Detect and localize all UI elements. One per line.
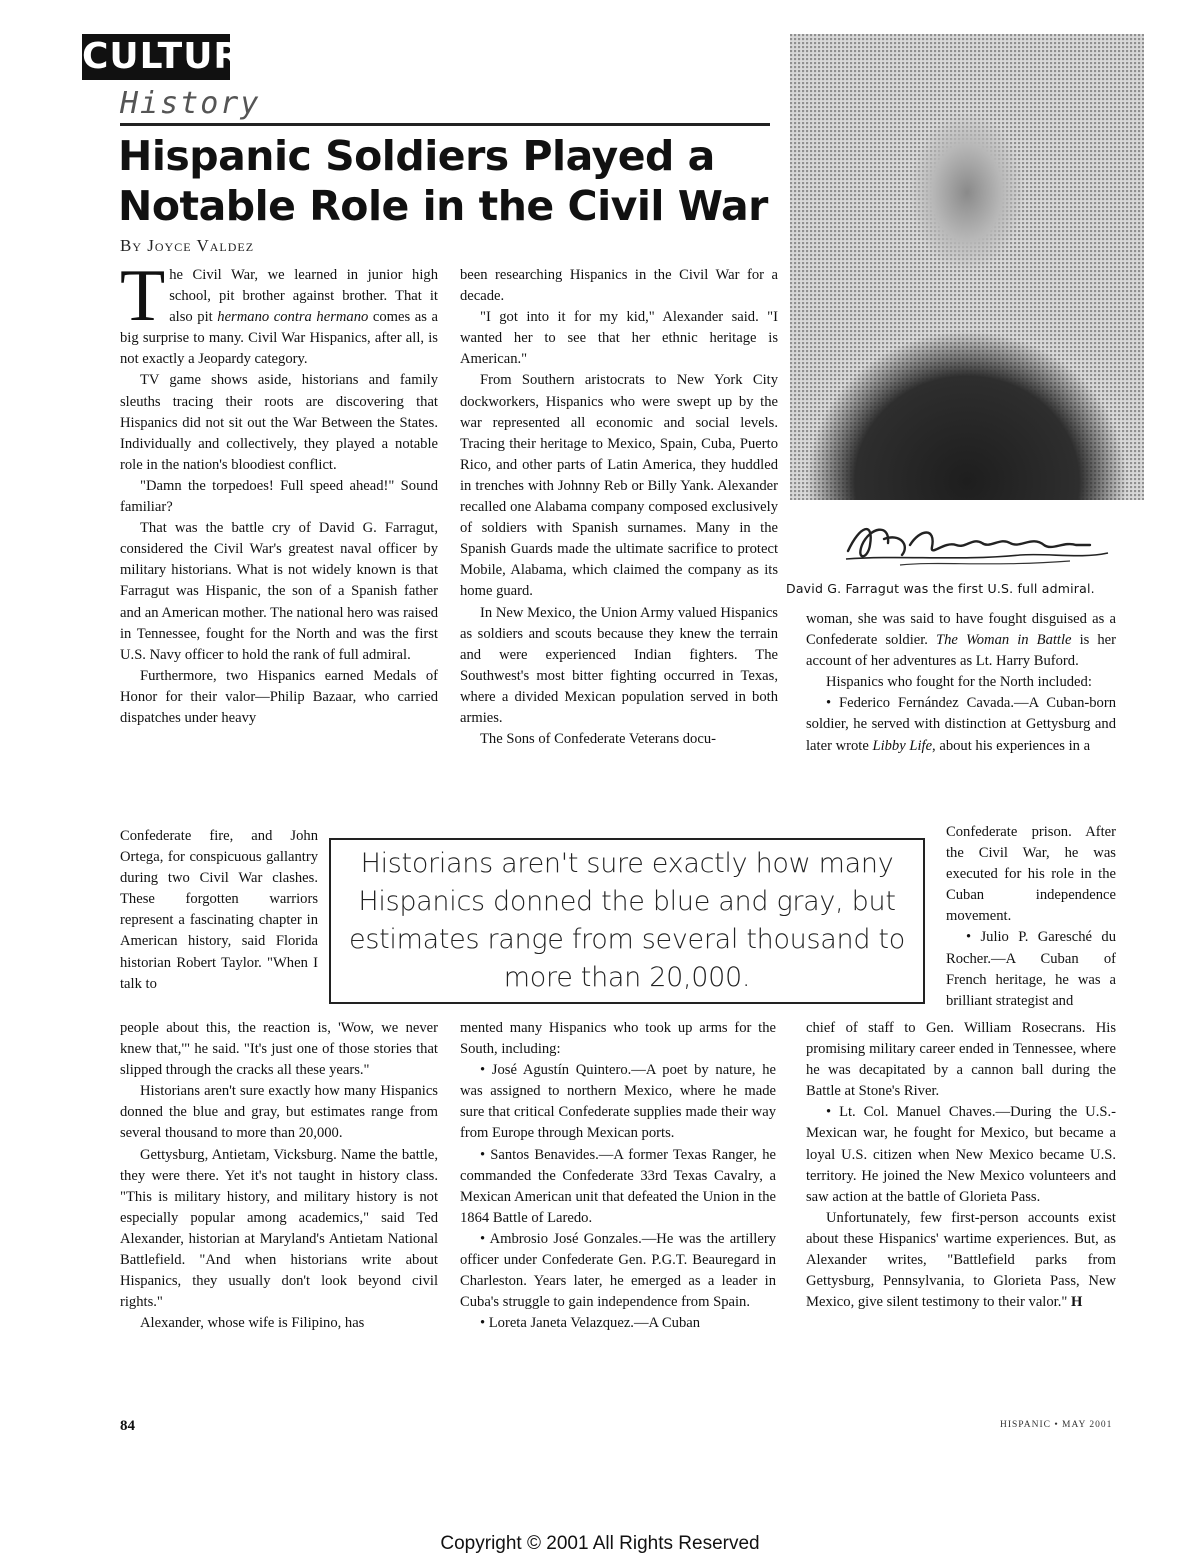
column-1-bottom [120,1018,438,1334]
paragraph [120,255,438,370]
text: comes as a big surprise to many. Civil War Hispanics, after all, is not exactly a Jeopardy category. [120,309,438,368]
paragraph: Historians aren't sure exactly how many Hispanics donned the blue and gray, but estimates range from several thousand to more than 20,000. [120,1083,438,1142]
paragraph: • Santos Benavides.—A former Texas Ranger, he commanded the Confederate 33rd Texas Cavalry, a Mexican American unit that defeated the Union in the 1864 Battle of Laredo. [460,1146,776,1226]
section-masthead: CULTURA [82,34,230,80]
paragraph: chief of staff to Gen. William Rosecrans. His promising military career ended in Tennessee, where he was decapitated by a cannon ball during the Battle at Stone's River. [806,1020,1116,1100]
byline: By Joyce Valdez [120,236,255,255]
paragraph: That was the battle cry of David G. Farragut, considered the Civil War's greatest naval officer by military historians. What is not widely known is that Farragut was Hispanic, the son of a Spanish father and an American mother. The national hero was raised in Tennessee, fought for the North and was the first U.S. Navy officer to hold the rank of full admiral. [120,520,438,663]
photo-caption: David G. Farragut was the first U.S. full admiral. [786,581,1095,596]
page-number: 84 [120,1418,135,1434]
paragraph: • José Agustín Quintero.—A poet by nature, he was assigned to northern Mexico, where he made sure that critical Confederate supplies made their way from Europe through Mexican ports. [460,1062,776,1142]
italic-phrase: hermano contra hermano [217,309,369,326]
column-1-wrap [120,826,318,995]
paragraph: Hispanics who fought for the North included: [826,674,1092,691]
text: , about his experiences in a [932,737,1091,754]
signature-image [840,515,1120,571]
paragraph: • Julio P. Garesché du Rocher.—A Cuban of French heritage, he was a brilliant strategist and [946,929,1116,1009]
paragraph: From Southern aristocrats to New York City dockworkers, Hispanics who were swept up by the war represented all economic and social levels. Tracing their heritage to Mexico, Spain, Cuba, Puerto Rico, and other parts of Latin America, they huddled in trenches with Johnny Reb or Billy Yank. Alexander recalled one Alabama company composed exclusively of soldiers with Spanish surnames. Many in the Spanish Guards made the ultimate sacrifice to protect Mobile, Alabama, which claimed the company as its home guard. [460,372,778,600]
text: Unfortunately, few first-person accounts exist about these Hispanics' wartime experiences. But, as Alexander writes, "Battlefield parks from Gettysburg, Pennsylvania, to Glorieta Pass, New Mexico, give silent testimony to their valor." [806,1209,1116,1311]
paragraph: Alexander, whose wife is Filipino, has [140,1315,365,1332]
pull-quote [329,838,925,1004]
book-title: Libby Life [872,737,933,754]
pull-quote-text: Historians aren't sure exactly how many Hispanics donned the blue and gray, but estimates range from several thousand to more than 20,000. [349,848,905,993]
paragraph [806,1208,1116,1313]
section-kicker: History [120,86,261,121]
paragraph: Confederate prison. After the Civil War, he was executed for his role in the Cuban independence movement. [946,824,1116,925]
article-headline: Hispanic Soldiers Played a Notable Role in the Civil War [118,132,768,230]
paragraph [806,609,1116,672]
paragraph: The Sons of Confederate Veterans docu- [480,731,716,748]
text: is her account of her adventures as Lt. Harry Buford. [806,632,1116,670]
paragraph: been researching Hispanics in the Civil War for a decade. [460,267,778,305]
copyright-notice: Copyright © 2001 All Rights Reserved [440,1533,760,1554]
column-3-top [806,609,1116,757]
paragraph: • Loreta Janeta Velazquez.—A Cuban [480,1315,701,1332]
paragraph: mented many Hispanics who took up arms for the South, including: [460,1020,776,1058]
column-2-top [460,265,778,750]
issue-footer: HISPANIC • MAY 2001 [1000,1420,1113,1430]
portrait-photo [790,34,1144,500]
end-mark: H [1067,1294,1083,1311]
drop-cap: T [120,255,166,337]
paragraph: Confederate fire, and John Ortega, for conspicuous gallantry during two Civil War clashes. These forgotten warriors represent a fascinating chapter in American history, said Florida historian Robert Taylor. "When I talk to [120,828,318,992]
text: woman, she was said to have fought disguised as a Confederate soldier. [806,611,1116,649]
paragraph: "I got into it for my kid," Alexander said. "I wanted her to see that her ethnic heritage is American." [460,309,778,368]
paragraph [806,693,1116,756]
column-3-bottom [806,1018,1116,1313]
paragraph: • Ambrosio José Gonzales.—He was the artillery officer under Confederate Gen. P.G.T. Beauregard in Charleston. Years later, he emerged as a leader in Cuba's struggle to gain independence from Spain. [460,1230,776,1311]
paragraph: Furthermore, two Hispanics earned Medals of Honor for their valor—Philip Bazaar, who carried dispatches under heavy [120,667,438,726]
book-title: The Woman in Battle [936,632,1072,649]
headline-rule [120,123,770,126]
paragraph: TV game shows aside, historians and family sleuths tracing their roots are discovering that Hispanics did not sit out the War Between the States. Individually and collectively, they played a notable role in the nation's bloodiest conflict. [120,372,438,473]
column-1-top [120,255,438,729]
paragraph: In New Mexico, the Union Army valued Hispanics as soldiers and scouts because they knew the terrain and were experienced Indian fighters. The Southwest's most bitter fighting occurred in Texas, where a divided Mexican population served in both armies. [460,604,778,726]
text: • Federico Fernández Cavada.—A Cuban-born soldier, he served with distinction at Gettysburg and later wrote [806,695,1116,754]
paragraph: people about this, the reaction is, 'Wow, we never knew that,'" he said. "It's just one of those stories that slipped through the cracks all these years." [120,1020,438,1079]
paragraph: "Damn the torpedoes! Full speed ahead!" Sound familiar? [120,477,438,516]
column-2-bottom [460,1018,776,1334]
text: he Civil War, we learned in junior high school, pit brother against brother. That it also pit [169,267,438,326]
paragraph: • Lt. Col. Manuel Chaves.—During the U.S.-Mexican war, he fought for Mexico, but became a loyal U.S. citizen when New Mexico became U.S. territory. He joined the New Mexico volunteers and saw action at the battle of Glorieta Pass. [806,1104,1116,1205]
column-3-wrap [946,822,1116,1012]
paragraph: Gettysburg, Antietam, Vicksburg. Name the battle, they were there. Yet it's not taught in history class. "This is military history, and military history is not especially popular among academics," said Ted Alexander, historian at Maryland's Antietam National Battlefield. "And when historians write about Hispanics, they usually don't look beyond civil rights." [120,1146,438,1311]
